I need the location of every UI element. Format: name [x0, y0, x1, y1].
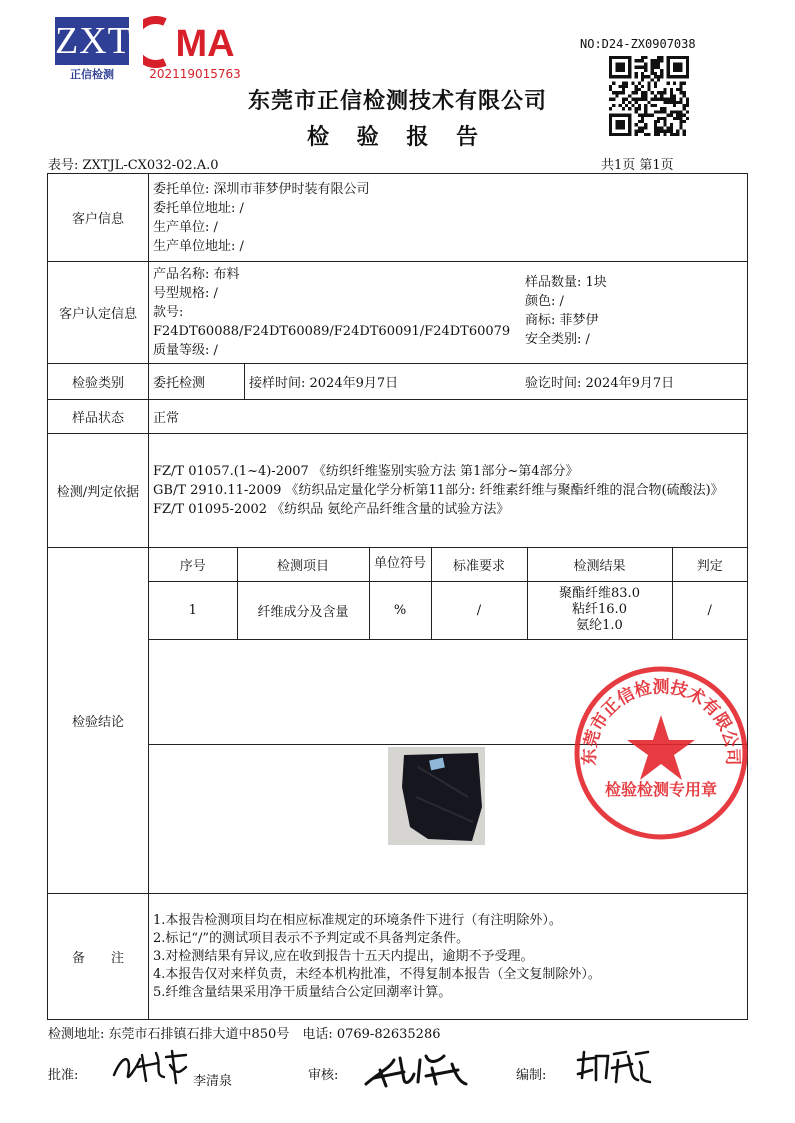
basis-label: 检测/判定依据: [48, 434, 149, 548]
compiler-signature: [574, 1048, 654, 1088]
header-item: 检测项目: [237, 548, 369, 581]
result-item: 纤维成分及含量: [237, 581, 369, 639]
report-title: 检 验 报 告: [307, 125, 488, 150]
note-line: 5.纤维含量结果采用净干质量结合公定回潮率计算。: [153, 984, 452, 1000]
official-seal: [571, 663, 751, 843]
header-requirement: 标准要求: [431, 548, 527, 581]
header-unit: 单位符号: [369, 548, 431, 581]
confirmed-line: 颜色: /: [525, 294, 564, 309]
category-label: 检验类别: [48, 364, 149, 400]
reviewer-signature: [360, 1050, 470, 1090]
result-row: [149, 581, 747, 639]
result-value: 聚酯纤维83.0: [559, 586, 640, 601]
result-value: 粘纤16.0: [572, 602, 627, 617]
page-count: 共1页 第1页: [601, 158, 674, 173]
basis-cell: [149, 434, 748, 548]
category-value: 委托检测: [149, 364, 245, 399]
style-numbers: F24DT60088/F24DT60089/F24DT60091/F24DT60079: [153, 324, 511, 339]
result-requirement: /: [431, 581, 527, 639]
notes-label: 备 注: [48, 894, 149, 1020]
note-line: 2.标记“/”的测试项目表示不予判定或不具备判定条件。: [153, 930, 470, 946]
confirmed-line: 款号:: [153, 305, 184, 320]
cma-logo: [143, 16, 243, 68]
header-judgement: 判定: [672, 548, 747, 581]
seal-text: 东莞市正信检测技术有限公司: [579, 677, 743, 766]
received-date: 接样时间: 2024年9月7日: [249, 376, 399, 391]
client-info-row: [48, 174, 748, 262]
result-values: [527, 581, 672, 639]
result-judgement: /: [672, 581, 747, 639]
sample-state-row: [48, 400, 748, 434]
client-info-label: 客户信息: [48, 174, 149, 262]
zxt-logo-caption: 正信检测: [70, 68, 114, 81]
result-unit: %: [369, 581, 431, 639]
header-result: 检测结果: [527, 548, 672, 581]
result-no: 1: [149, 581, 237, 639]
approver-signature: [110, 1045, 190, 1087]
confirmed-line: 质量等级: /: [153, 343, 218, 358]
confirmed-info-cell: [149, 262, 748, 364]
confirmed-line: 安全类别: /: [525, 332, 590, 347]
client-info-cell: [149, 174, 748, 262]
confirmed-line: 商标: 菲梦伊: [525, 313, 599, 328]
approver-name: 李清泉: [193, 1074, 233, 1089]
sample-state-value: 正常: [149, 400, 748, 434]
compile-label: 编制:: [516, 1068, 547, 1083]
client-line: 生产单位: /: [153, 219, 218, 235]
client-line: 委托单位地址: /: [153, 200, 244, 216]
notes-row: [48, 894, 748, 1020]
confirmed-info-label: 客户认定信息: [48, 262, 149, 364]
confirmed-line: 样品数量: 1块: [525, 275, 607, 290]
basis-line: GB/T 2910.11-2009 《纺织品定量化学分析第11部分: 纤维素纤维与聚酯纤维的混合物(硫酸法)》: [153, 483, 724, 498]
note-line: 3.对检测结果有异议,应在收到报告十五天内提出，逾期不予受理。: [153, 948, 534, 964]
result-value: 氨纶1.0: [576, 618, 623, 633]
approve-label: 批准:: [48, 1068, 79, 1083]
notes-cell: [149, 894, 748, 1020]
cma-logo-text: MA: [175, 23, 235, 65]
zxt-logo: ZXT: [55, 17, 129, 65]
conclusion-label: 检验结论: [48, 548, 149, 894]
client-line: 委托单位: 深圳市菲梦伊时装有限公司: [153, 181, 370, 197]
category-row: [48, 364, 748, 400]
cma-number: 202119015763: [149, 67, 241, 81]
note-line: 4.本报告仅对来样负责，未经本机构批准，不得复制本报告（全文复制除外）。: [153, 966, 601, 982]
client-line: 生产单位地址: /: [153, 238, 244, 254]
confirmed-info-row: [48, 262, 748, 364]
header-no: 序号: [149, 548, 237, 581]
report-number: NO:D24-ZX0907038: [580, 37, 696, 51]
basis-line: FZ/T 01057.(1~4)-2007 《纺织纤维鉴别实验方法 第1部分~第4部分》: [153, 464, 579, 479]
note-line: 1.本报告检测项目均在相应标准规定的环境条件下进行（有注明除外）。: [153, 912, 562, 928]
company-name: 东莞市正信检测技术有限公司: [247, 89, 547, 114]
form-number: 表号: ZXTJL-CX032-02.A.0: [48, 158, 219, 173]
finished-date: 验讫时间: 2024年9月7日: [525, 376, 675, 391]
confirmed-line: 产品名称: 布料: [153, 267, 240, 282]
sample-state-label: 样品状态: [48, 400, 149, 434]
review-label: 审核:: [308, 1068, 339, 1083]
report-table: [47, 173, 748, 1020]
confirmed-line: 号型规格: /: [153, 286, 218, 301]
basis-row: [48, 434, 748, 548]
test-address: 检测地址: 东莞市石排镇石排大道中850号 电话: 0769-82635286: [48, 1027, 441, 1042]
basis-line: FZ/T 01095-2002 《纺织品 氨纶产品纤维含量的试验方法》: [153, 502, 510, 517]
seal-subtext: 检验检测专用章: [604, 780, 718, 799]
sample-photo: [388, 747, 485, 845]
